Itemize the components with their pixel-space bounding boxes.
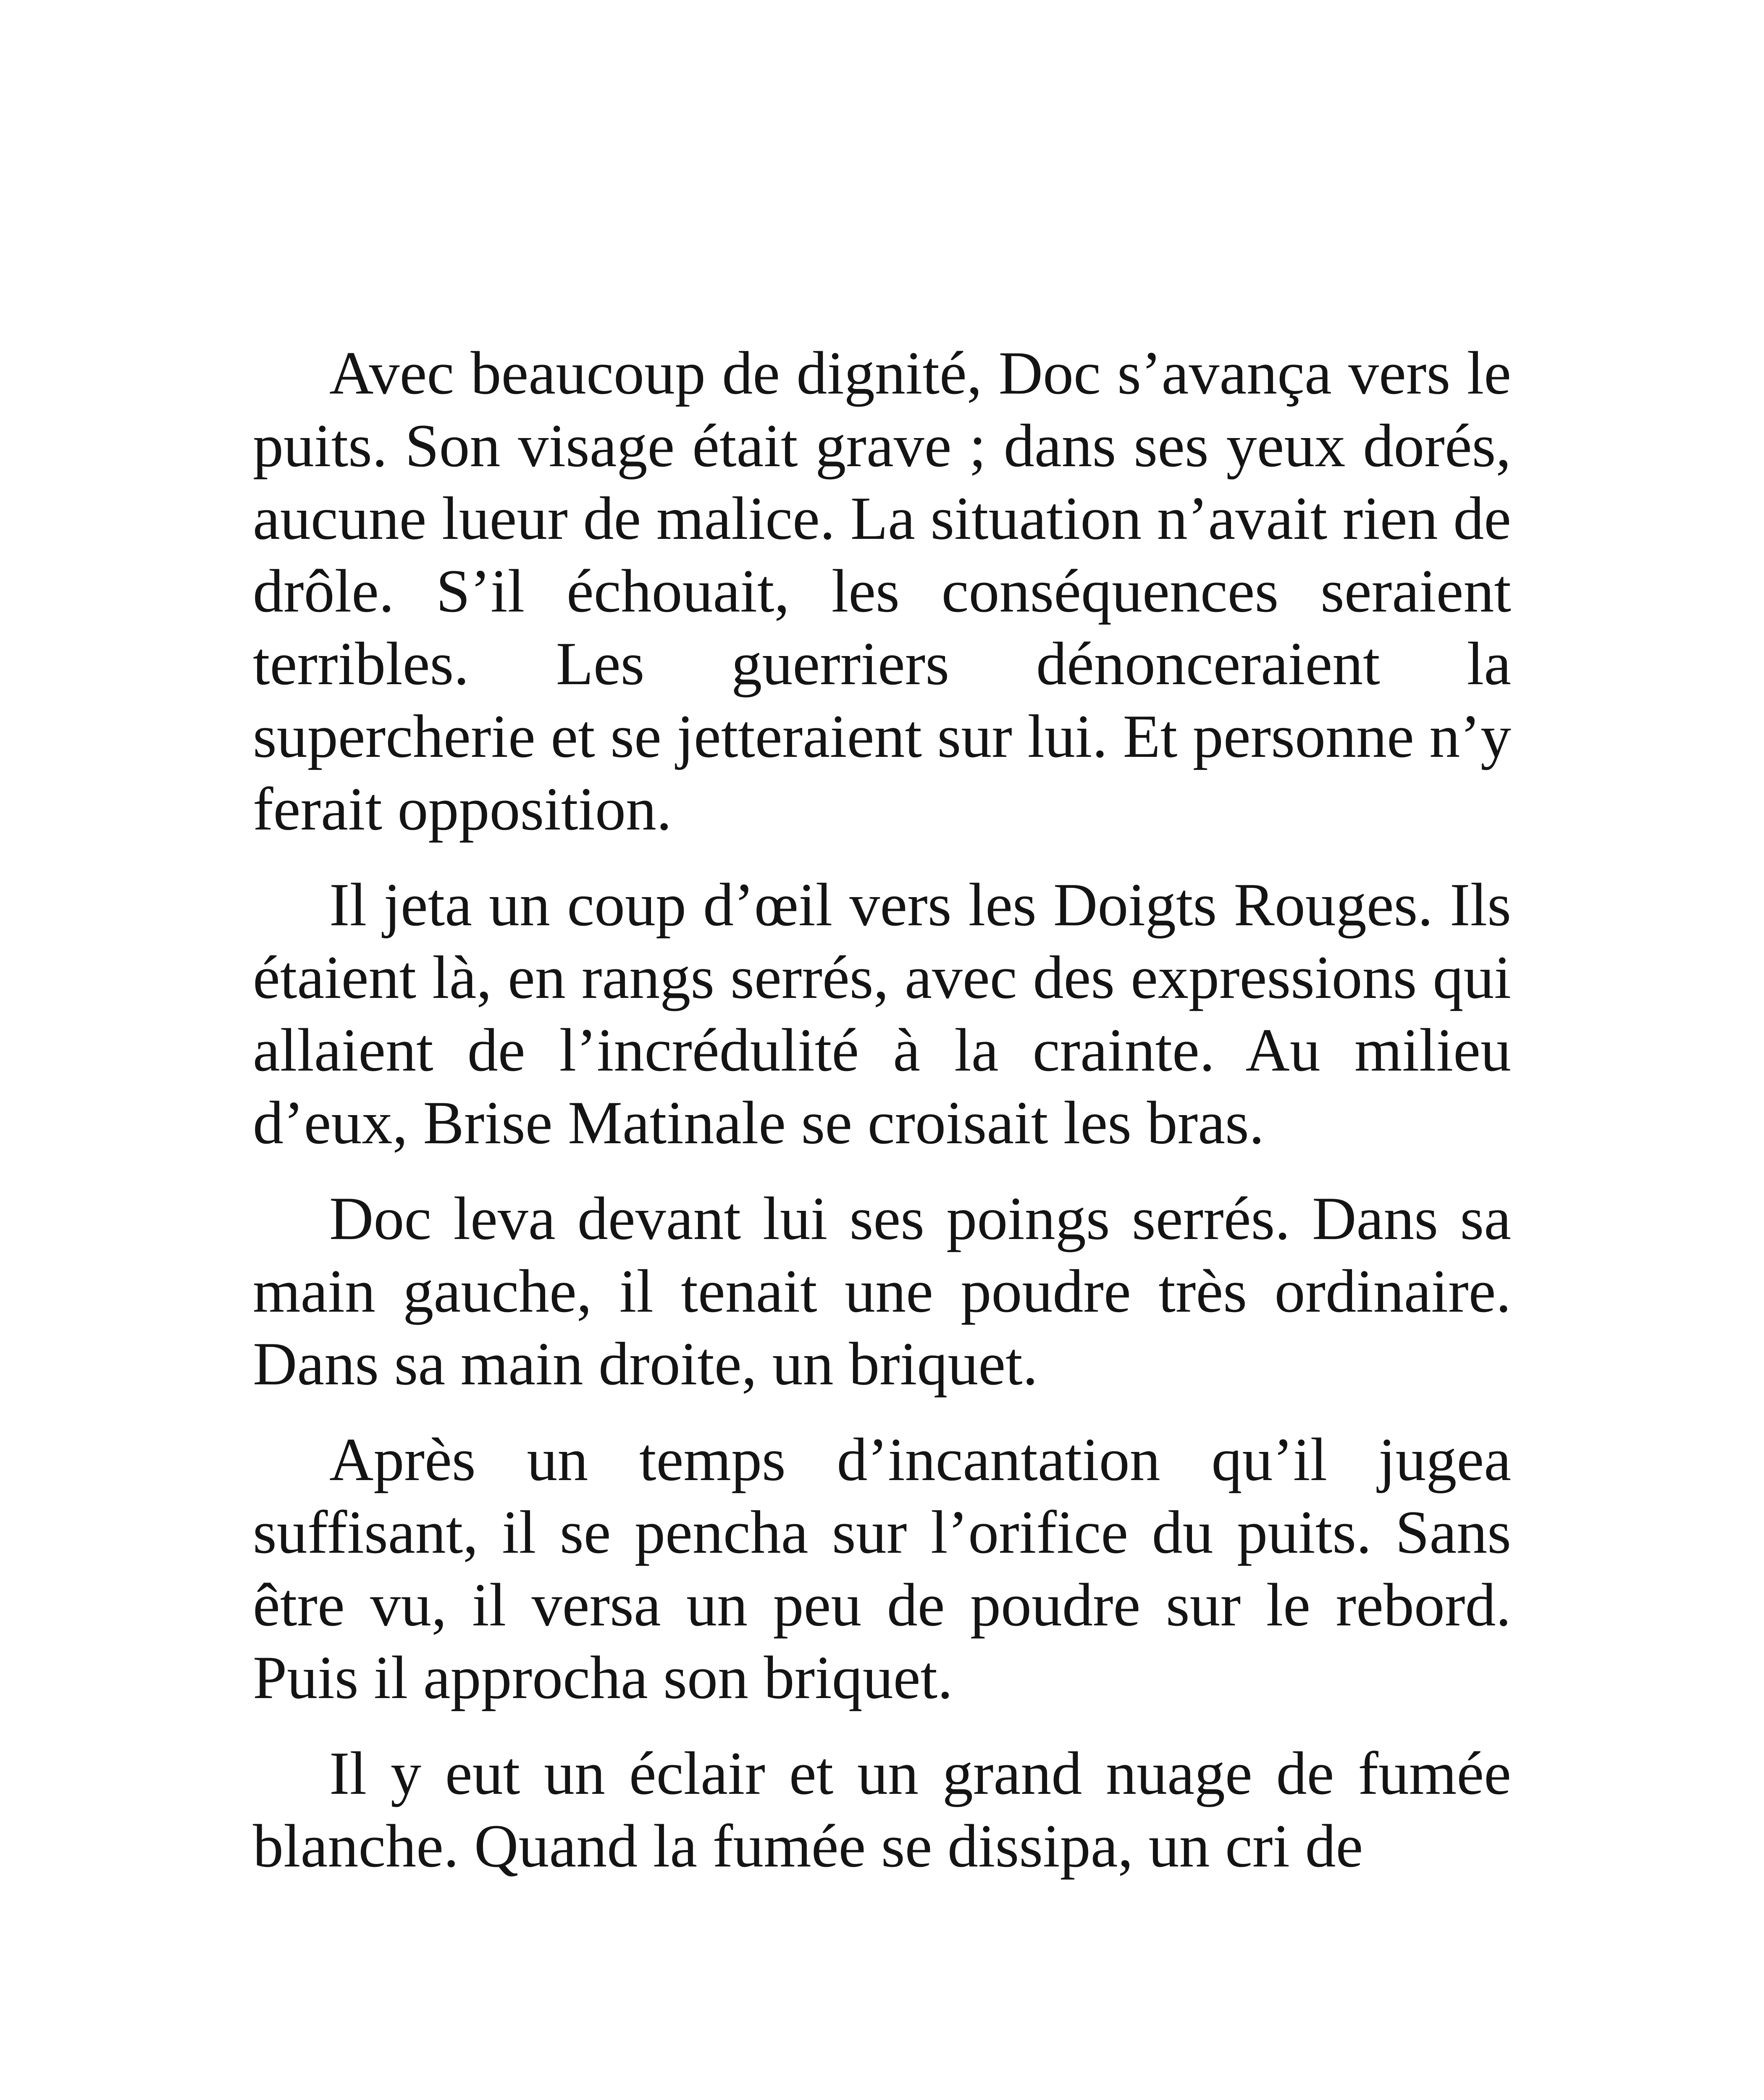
paragraph-5: Il y eut un éclair et un grand nuage de fumée blanche. Quand la fumée se dissipa, un cri de [253, 1739, 1511, 1880]
paragraph-3: Doc leva devant lui ses poings serrés. Dans sa main gauche, il tenait une poudre très ordinaire. Dans sa main droite, un briquet. [253, 1184, 1511, 1398]
paragraph-2: Il jeta un coup d’œil vers les Doigts Rouges. Ils étaient là, en rangs serrés, avec des expressions qui allaient de l’incrédulité à la crainte. Au milieu d’eux, Brise Matinale se croisait les bras. [253, 871, 1511, 1157]
paragraph-1: Avec beaucoup de dignité, Doc s’avança vers le puits. Son visage était grave ; dans ses yeux dorés, aucune lueur de malice. La situation n’avait rien de drôle. S’il échouait, les conséquences seraient terribles. Les guerriers dénonceraient la supercherie et se jetteraient sur lui. Et personne n’y ferait opposition. [253, 339, 1511, 843]
paragraph-4: Après un temps d’incantation qu’il jugea suffisant, il se pencha sur l’orifice du puits. Sans être vu, il versa un peu de poudre sur le rebord. Puis il approcha son briquet. [253, 1425, 1511, 1712]
body-text [253, 337, 1511, 1906]
